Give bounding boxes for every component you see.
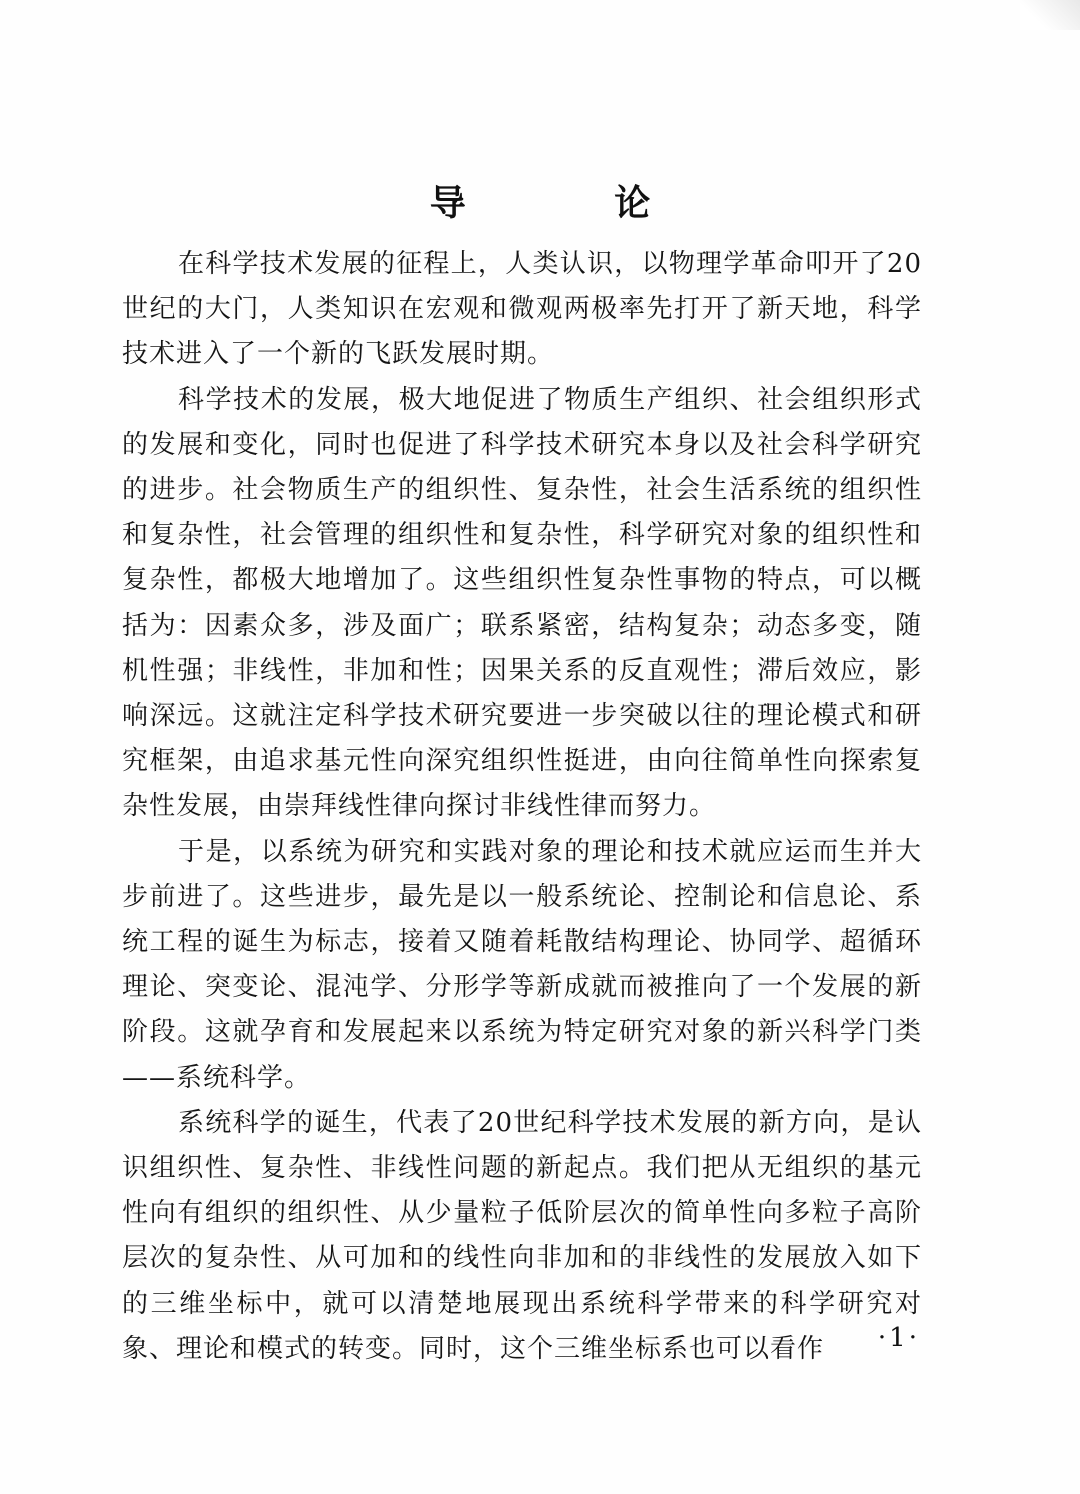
paragraph-1: 在科学技术发展的征程上，人类认识，以物理学革命叩开了20世纪的大门，人类知识在宏观和微观两极率先打开了新天地，科学技术进入了一个新的飞跃发展时期。 [122,249,922,370]
chapter-title: 导 论 [429,183,719,225]
paragraph-3: 于是，以系统为研究和实践对象的理论和技术就应运而生并大步前进了。这些进步，最先是以一般系统论、控制论和信息论、系统工程的诞生为标志，接着又随着耗散结构理论、协同学、超循环理论、突变论、混沌学、分形学等新成就而被推向了一个发展的新阶段。这就孕育和发展起来以系统为特定研究对象的新兴科学门类——系统科学。 [122,836,922,1093]
scan-corner-shadow [1020,0,1080,30]
chapter-body [122,242,922,1372]
paragraph-4: 系统科学的诞生，代表了20世纪科学技术发展的新方向，是认识组织性、复杂性、非线性问题的新起点。我们把从无组织的基元性向有组织的组织性、从少量粒子低阶层次的简单性向多粒子高阶层次的复杂性、从可加和的线性向非加和的非线性的发展放入如下的三维坐标中，就可以清楚地展现出系统科学带来的科学研究对象、理论和模式的转变。同时，这个三维坐标系也可以看作 [122,1107,922,1364]
page-number: ·1· [877,1323,920,1353]
paragraph-2: 科学技术的发展，极大地促进了物质生产组织、社会组织形式的发展和变化，同时也促进了科学技术研究本身以及社会科学研究的进步。社会物质生产的组织性、复杂性，社会生活系统的组织性和复杂性，社会管理的组织性和复杂性，科学研究对象的组织性和复杂性，都极大地增加了。这些组织性复杂性事物的特点，可以概括为：因素众多，涉及面广；联系紧密，结构复杂；动态多变，随机性强；非线性，非加和性；因果关系的反直观性；滞后效应，影响深远。这就注定科学技术研究要进一步突破以往的理论模式和研究框架，由追求基元性向深究组织性挺进，由向往简单性向探索复杂性发展，由崇拜线性律向探讨非线性律而努力。 [122,384,922,822]
